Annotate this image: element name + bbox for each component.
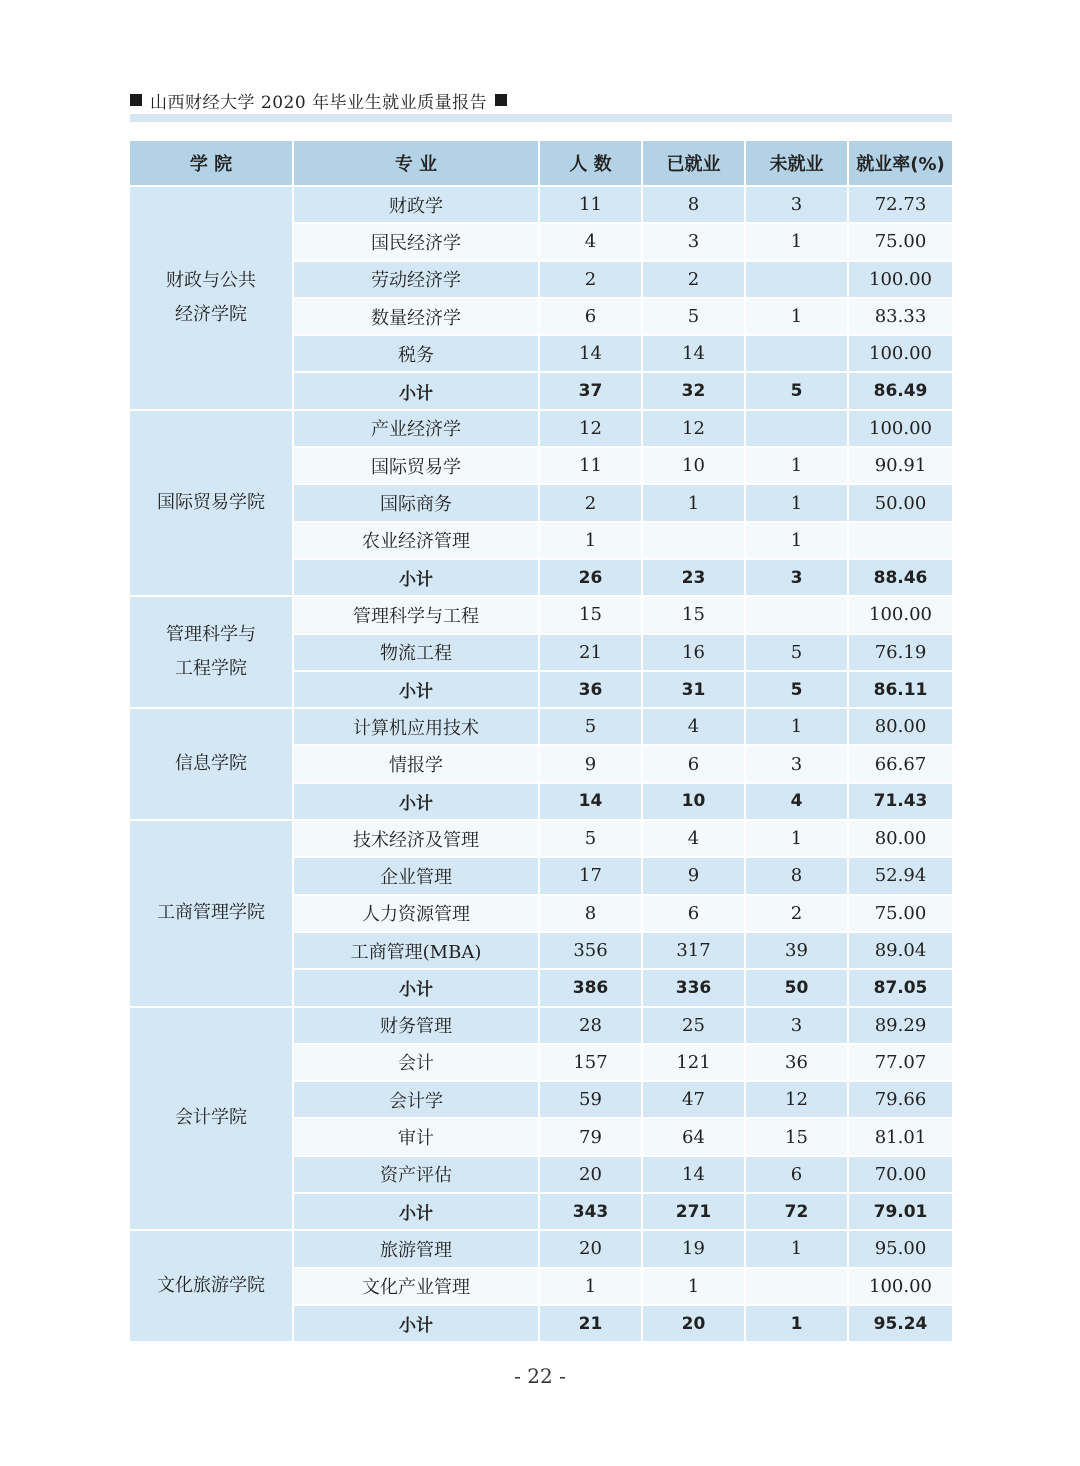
- employed-cell: 64: [642, 1118, 745, 1155]
- major-cell: 劳动经济学: [293, 261, 539, 298]
- major-cell: 小计: [293, 372, 539, 409]
- employed-cell: 5: [642, 298, 745, 335]
- unemployed-cell: 1: [745, 1305, 848, 1342]
- rate-cell: 88.46: [848, 559, 953, 596]
- count-cell: 11: [539, 447, 642, 484]
- college-name-line: 信息学院: [175, 753, 247, 775]
- college-cell: [129, 820, 293, 1006]
- count-cell: 5: [539, 820, 642, 857]
- major-cell: 工商管理(MBA): [293, 932, 539, 969]
- employed-cell: 14: [642, 1156, 745, 1193]
- unemployed-cell: 3: [745, 1007, 848, 1044]
- major-cell: 财务管理: [293, 1007, 539, 1044]
- college-name-line: 会计学院: [175, 1107, 247, 1129]
- employed-cell: 12: [642, 410, 745, 447]
- count-cell: 9: [539, 745, 642, 782]
- major-cell: 旅游管理: [293, 1230, 539, 1267]
- unemployed-cell: 1: [745, 484, 848, 521]
- unemployed-cell: 1: [745, 447, 848, 484]
- rate-cell: 83.33: [848, 298, 953, 335]
- rate-cell: 72.73: [848, 186, 953, 223]
- employed-cell: [642, 522, 745, 559]
- count-cell: 11: [539, 186, 642, 223]
- rate-cell: 89.04: [848, 932, 953, 969]
- major-cell: 税务: [293, 335, 539, 372]
- major-cell: 企业管理: [293, 857, 539, 894]
- employed-cell: 25: [642, 1007, 745, 1044]
- major-cell: 审计: [293, 1118, 539, 1155]
- employed-cell: 47: [642, 1081, 745, 1118]
- rate-cell: 95.00: [848, 1230, 953, 1267]
- employed-cell: 16: [642, 634, 745, 671]
- major-cell: 小计: [293, 783, 539, 820]
- unemployed-cell: 72: [745, 1193, 848, 1230]
- unemployed-cell: 2: [745, 895, 848, 932]
- employed-cell: 10: [642, 783, 745, 820]
- rate-cell: 75.00: [848, 223, 953, 260]
- employed-cell: 2: [642, 261, 745, 298]
- rate-cell: 50.00: [848, 484, 953, 521]
- rate-cell: 80.00: [848, 708, 953, 745]
- unemployed-cell: 1: [745, 522, 848, 559]
- unemployed-cell: 8: [745, 857, 848, 894]
- rate-cell: [848, 522, 953, 559]
- major-cell: 人力资源管理: [293, 895, 539, 932]
- count-cell: 356: [539, 932, 642, 969]
- count-cell: 15: [539, 596, 642, 633]
- major-cell: 技术经济及管理: [293, 820, 539, 857]
- employed-cell: 20: [642, 1305, 745, 1342]
- employed-cell: 32: [642, 372, 745, 409]
- report-header: [130, 88, 507, 112]
- employed-cell: 31: [642, 671, 745, 708]
- rate-cell: 100.00: [848, 261, 953, 298]
- rate-cell: 89.29: [848, 1007, 953, 1044]
- count-cell: 59: [539, 1081, 642, 1118]
- rate-cell: 87.05: [848, 969, 953, 1006]
- unemployed-cell: 36: [745, 1044, 848, 1081]
- rate-cell: 80.00: [848, 820, 953, 857]
- count-cell: 5: [539, 708, 642, 745]
- college-cell: [129, 1007, 293, 1231]
- count-cell: 21: [539, 1305, 642, 1342]
- table-row: [129, 186, 953, 223]
- major-cell: 财政学: [293, 186, 539, 223]
- rate-cell: 100.00: [848, 596, 953, 633]
- employed-cell: 121: [642, 1044, 745, 1081]
- count-cell: 17: [539, 857, 642, 894]
- table-row: [129, 1230, 953, 1267]
- unemployed-cell: [745, 596, 848, 633]
- table-header-row: [129, 140, 953, 186]
- major-cell: 小计: [293, 1305, 539, 1342]
- column-header-employed: 已就业: [642, 140, 745, 186]
- column-header-major: 专 业: [293, 140, 539, 186]
- major-cell: 小计: [293, 1193, 539, 1230]
- college-cell: [129, 596, 293, 708]
- major-cell: 农业经济管理: [293, 522, 539, 559]
- count-cell: 157: [539, 1044, 642, 1081]
- unemployed-cell: 5: [745, 634, 848, 671]
- employed-cell: 9: [642, 857, 745, 894]
- rate-cell: 86.49: [848, 372, 953, 409]
- count-cell: 2: [539, 484, 642, 521]
- unemployed-cell: 3: [745, 745, 848, 782]
- unemployed-cell: [745, 261, 848, 298]
- unemployed-cell: 3: [745, 559, 848, 596]
- college-name-line: 经济学院: [175, 303, 247, 325]
- count-cell: 1: [539, 1268, 642, 1305]
- unemployed-cell: [745, 410, 848, 447]
- unemployed-cell: 6: [745, 1156, 848, 1193]
- unemployed-cell: 5: [745, 671, 848, 708]
- employed-cell: 19: [642, 1230, 745, 1267]
- count-cell: 4: [539, 223, 642, 260]
- rate-cell: 90.91: [848, 447, 953, 484]
- major-cell: 小计: [293, 559, 539, 596]
- page-number: - 22 -: [514, 1364, 566, 1388]
- unemployed-cell: 50: [745, 969, 848, 1006]
- count-cell: 14: [539, 335, 642, 372]
- count-cell: 79: [539, 1118, 642, 1155]
- major-cell: 会计学: [293, 1081, 539, 1118]
- unemployed-cell: 12: [745, 1081, 848, 1118]
- table-body: [129, 186, 953, 1342]
- unemployed-cell: 1: [745, 298, 848, 335]
- unemployed-cell: 1: [745, 223, 848, 260]
- count-cell: 26: [539, 559, 642, 596]
- major-cell: 文化产业管理: [293, 1268, 539, 1305]
- count-cell: 386: [539, 969, 642, 1006]
- count-cell: 6: [539, 298, 642, 335]
- count-cell: 20: [539, 1156, 642, 1193]
- rate-cell: 100.00: [848, 335, 953, 372]
- major-cell: 国际贸易学: [293, 447, 539, 484]
- major-cell: 管理科学与工程: [293, 596, 539, 633]
- rate-cell: 79.66: [848, 1081, 953, 1118]
- employed-cell: 10: [642, 447, 745, 484]
- rate-cell: 100.00: [848, 1268, 953, 1305]
- major-cell: 小计: [293, 969, 539, 1006]
- major-cell: 计算机应用技术: [293, 708, 539, 745]
- employed-cell: 23: [642, 559, 745, 596]
- unemployed-cell: 5: [745, 372, 848, 409]
- rate-cell: 70.00: [848, 1156, 953, 1193]
- count-cell: 20: [539, 1230, 642, 1267]
- column-header-unemployed: 未就业: [745, 140, 848, 186]
- table-row: [129, 708, 953, 745]
- employed-cell: 4: [642, 708, 745, 745]
- table-row: [129, 596, 953, 633]
- employed-cell: 271: [642, 1193, 745, 1230]
- rate-cell: 52.94: [848, 857, 953, 894]
- count-cell: 8: [539, 895, 642, 932]
- employed-cell: 6: [642, 745, 745, 782]
- college-name-line: 财政与公共: [166, 269, 256, 291]
- count-cell: 343: [539, 1193, 642, 1230]
- unemployed-cell: 1: [745, 820, 848, 857]
- college-name-line: 文化旅游学院: [157, 1275, 265, 1297]
- rate-cell: 66.67: [848, 745, 953, 782]
- major-cell: 国际商务: [293, 484, 539, 521]
- college-cell: [129, 708, 293, 820]
- major-cell: 小计: [293, 671, 539, 708]
- unemployed-cell: [745, 335, 848, 372]
- count-cell: 37: [539, 372, 642, 409]
- unemployed-cell: [745, 1268, 848, 1305]
- count-cell: 14: [539, 783, 642, 820]
- column-header-count: 人 数: [539, 140, 642, 186]
- unemployed-cell: 4: [745, 783, 848, 820]
- rate-cell: 75.00: [848, 895, 953, 932]
- employed-cell: 14: [642, 335, 745, 372]
- count-cell: 1: [539, 522, 642, 559]
- header-divider: [130, 114, 952, 122]
- college-cell: [129, 1230, 293, 1342]
- employed-cell: 3: [642, 223, 745, 260]
- table-row: [129, 410, 953, 447]
- employed-cell: 1: [642, 484, 745, 521]
- rate-cell: 81.01: [848, 1118, 953, 1155]
- employed-cell: 6: [642, 895, 745, 932]
- rate-cell: 79.01: [848, 1193, 953, 1230]
- employed-cell: 336: [642, 969, 745, 1006]
- major-cell: 国民经济学: [293, 223, 539, 260]
- unemployed-cell: 39: [745, 932, 848, 969]
- unemployed-cell: 1: [745, 1230, 848, 1267]
- college-cell: [129, 186, 293, 410]
- square-bullet-icon: [495, 94, 507, 106]
- count-cell: 12: [539, 410, 642, 447]
- count-cell: 21: [539, 634, 642, 671]
- major-cell: 产业经济学: [293, 410, 539, 447]
- unemployed-cell: 3: [745, 186, 848, 223]
- employed-cell: 4: [642, 820, 745, 857]
- major-cell: 资产评估: [293, 1156, 539, 1193]
- college-name-line: 国际贸易学院: [157, 492, 265, 514]
- employed-cell: 1: [642, 1268, 745, 1305]
- college-name-line: 工程学院: [175, 658, 247, 680]
- count-cell: 36: [539, 671, 642, 708]
- rate-cell: 77.07: [848, 1044, 953, 1081]
- unemployed-cell: 15: [745, 1118, 848, 1155]
- rate-cell: 100.00: [848, 410, 953, 447]
- rate-cell: 71.43: [848, 783, 953, 820]
- count-cell: 2: [539, 261, 642, 298]
- employed-cell: 317: [642, 932, 745, 969]
- employment-table: [128, 139, 954, 1343]
- column-header-college: 学 院: [129, 140, 293, 186]
- rate-cell: 95.24: [848, 1305, 953, 1342]
- employed-cell: 8: [642, 186, 745, 223]
- employed-cell: 15: [642, 596, 745, 633]
- square-bullet-icon: [130, 94, 142, 106]
- major-cell: 物流工程: [293, 634, 539, 671]
- major-cell: 会计: [293, 1044, 539, 1081]
- college-name-line: 管理科学与: [166, 624, 256, 646]
- unemployed-cell: 1: [745, 708, 848, 745]
- rate-cell: 86.11: [848, 671, 953, 708]
- table-row: [129, 820, 953, 857]
- column-header-rate: 就业率(%): [848, 140, 953, 186]
- college-cell: [129, 410, 293, 596]
- college-name-line: 工商管理学院: [157, 902, 265, 924]
- rate-cell: 76.19: [848, 634, 953, 671]
- major-cell: 情报学: [293, 745, 539, 782]
- report-title: 山西财经大学 2020 年毕业生就业质量报告: [150, 92, 488, 113]
- count-cell: 28: [539, 1007, 642, 1044]
- table-row: [129, 1007, 953, 1044]
- major-cell: 数量经济学: [293, 298, 539, 335]
